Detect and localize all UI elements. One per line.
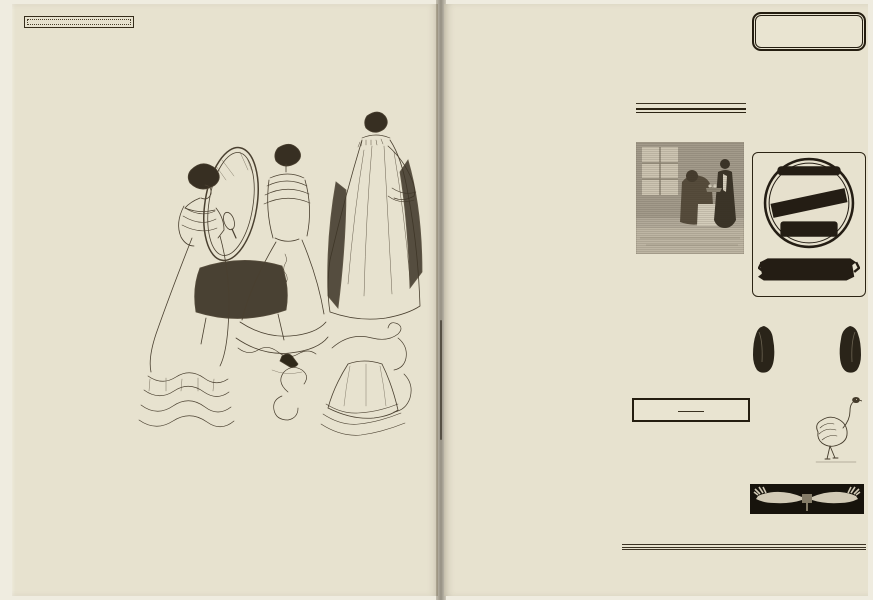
- cocktails-photo: [636, 142, 744, 254]
- hair-folder-ad: [632, 398, 750, 422]
- beauty-book-ad: [622, 544, 866, 552]
- right-column-2: [549, 14, 641, 580]
- contracts-line: [763, 25, 855, 33]
- picaut-row: [748, 394, 866, 464]
- right-column-1: [452, 14, 544, 580]
- left-column-2-bottom: [138, 452, 234, 556]
- bunions-row: [750, 324, 864, 374]
- telephone-ad: [752, 12, 866, 51]
- picaut-feathers-ad: [748, 392, 866, 466]
- picaut-services: [748, 396, 810, 409]
- shm-banner: [758, 254, 860, 284]
- cocktails-heading: [636, 103, 746, 113]
- company-addresses: [763, 36, 855, 41]
- halftone-texture: [636, 142, 744, 254]
- cocktails-body: [636, 257, 744, 363]
- left-column-3-bottom: [240, 452, 336, 556]
- seen-in-shops-frame: [24, 16, 134, 28]
- foot-photo-right: [838, 324, 864, 374]
- right-column-3-top: [646, 14, 744, 98]
- glove-forms-photo: [750, 484, 864, 514]
- left-column-3-top: [240, 16, 336, 86]
- heading-rule-thick: [636, 108, 746, 110]
- left-column-4-top: [342, 16, 436, 88]
- shm-trademark-seal: [763, 157, 855, 249]
- seen-in-shops-box: [24, 16, 134, 32]
- left-column-4-bottom: [342, 452, 436, 556]
- beauty-book-title: [622, 546, 866, 548]
- section-title: [27, 19, 131, 25]
- lingerie-sketch: [136, 86, 438, 448]
- shm-skirt-binding-ad: [752, 152, 866, 297]
- foot-photo-left: [750, 324, 776, 374]
- glove-forms-ad: [750, 484, 864, 515]
- picaut-copy: [748, 394, 810, 464]
- fashion-illustration: [136, 86, 438, 448]
- binding-crease: [440, 320, 442, 440]
- cocktails-footer: [636, 366, 744, 368]
- left-column-1: [24, 146, 132, 556]
- left-column-2-top: [138, 16, 234, 86]
- picaut-address: [748, 411, 810, 417]
- bunions-ad: [750, 324, 864, 375]
- beauty-book-publisher-row: [622, 549, 866, 552]
- divider-rule: [678, 411, 704, 412]
- ostrich-illustration: [810, 394, 862, 464]
- heading-rule-thin: [636, 112, 746, 113]
